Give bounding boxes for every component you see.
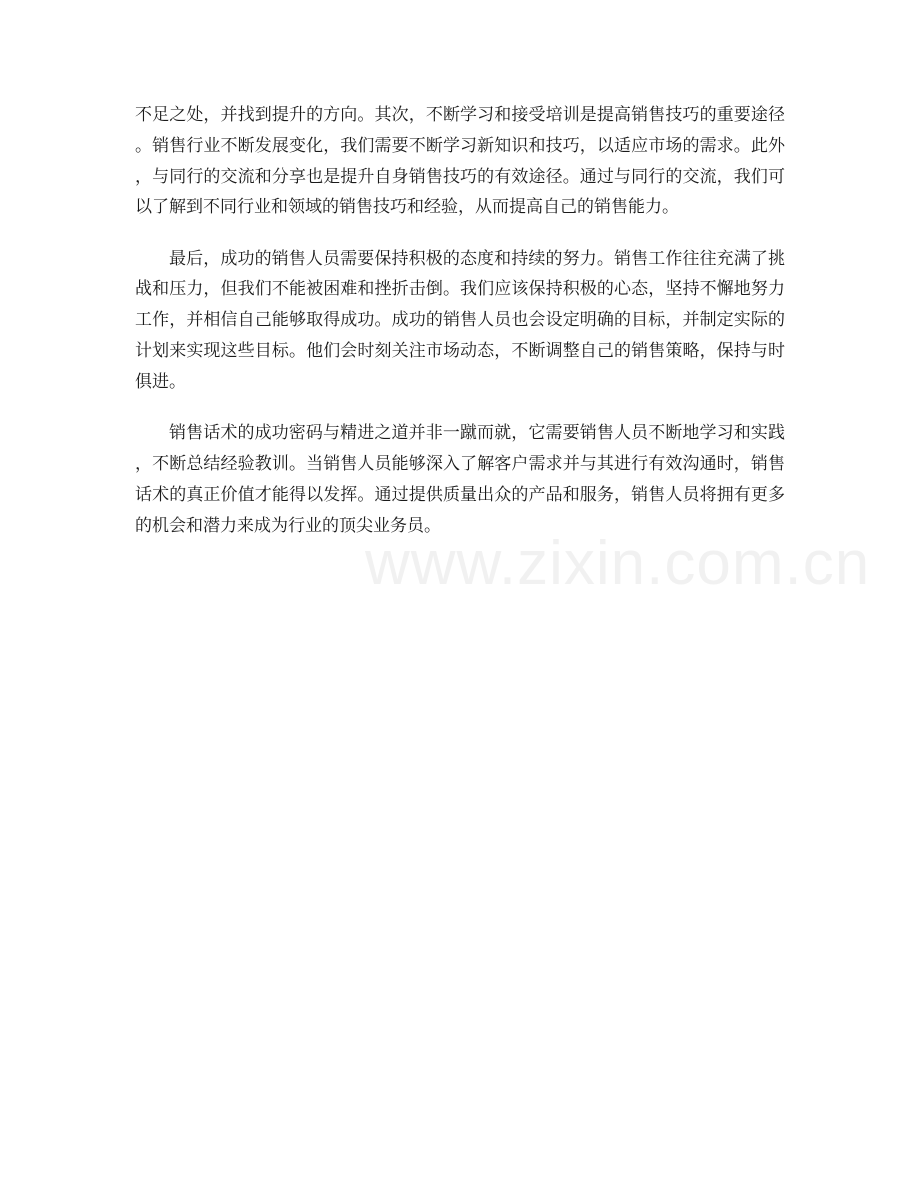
paragraph-2: 最后，成功的销售人员需要保持积极的态度和持续的努力。销售工作往往充满了挑战和压力，但我们不能被困难和挫折击倒。我们应该保持积极的心态，坚持不懈地努力工作，并相信自己能够取得成功。成功的销售人员也会设定明确的目标，并制定实际的计划来实现这些目标。他们会时刻关注市场动态，不断调整自己的销售策略，保持与时俱进。 (135, 248, 785, 392)
watermark: www.zixin.com.cn (365, 529, 871, 598)
document-body (135, 100, 785, 562)
paragraph-1: 不足之处，并找到提升的方向。其次，不断学习和接受培训是提高销售技巧的重要途径。销售行业不断发展变化，我们需要不断学习新知识和技巧，以适应市场的需求。此外，与同行的交流和分享也是提升自身销售技巧的有效途径。通过与同行的交流，我们可以了解到不同行业和领域的销售技巧和经验，从而提高自己的销售能力。 (135, 105, 785, 218)
paragraph-3: 销售话术的成功密码与精进之道并非一蹴而就，它需要销售人员不断地学习和实践，不断总结经验教训。当销售人员能够深入了解客户需求并与其进行有效沟通时，销售话术的真正价值才能得以发挥。通过提供质量出众的产品和服务，销售人员将拥有更多的机会和潜力来成为行业的顶尖业务员。 (135, 423, 785, 536)
